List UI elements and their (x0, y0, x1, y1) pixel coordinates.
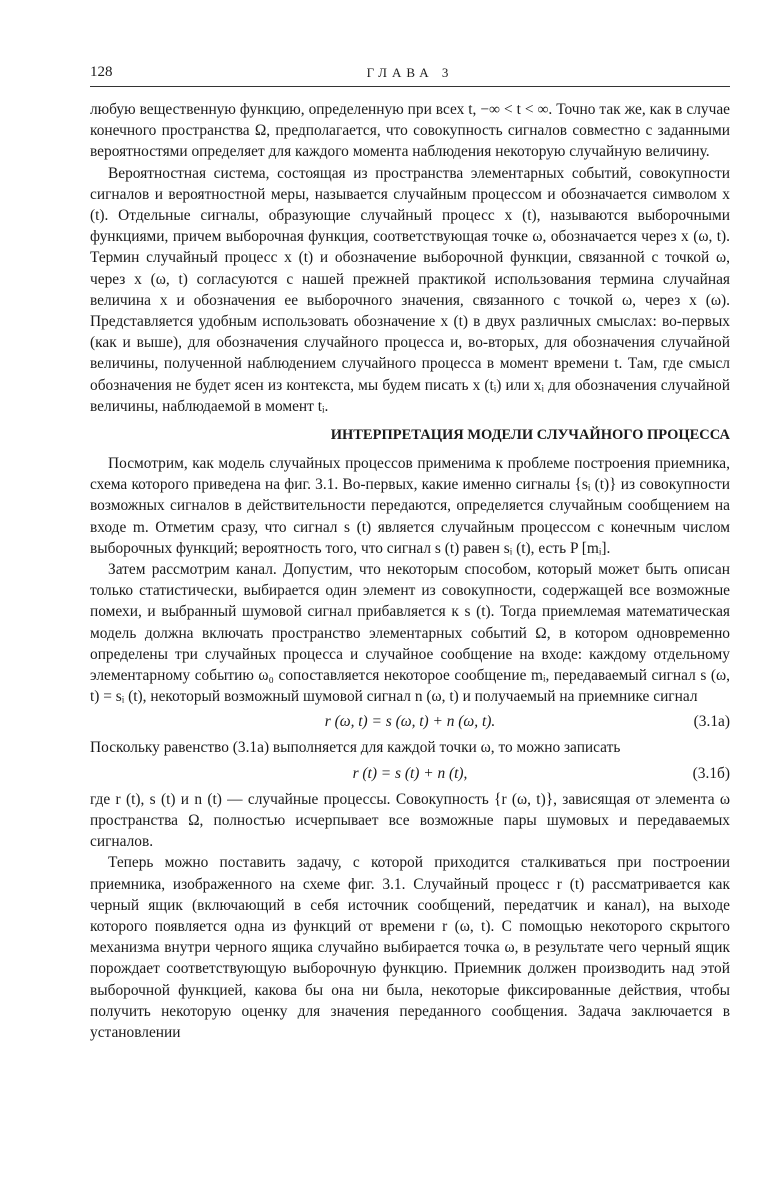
equation-formula: r (t) = s (t) + n (t), (352, 764, 468, 782)
paragraph-4: Затем рассмотрим канал. Допустим, что некоторым способом, который может быть описан только статистически, выбирается один элемент из совокупности, содержащей все возможные помехи, и выбранный шумовой сигнал прибавляется к s (t). Тогда приемлемая математическая модель должна включать пространство элементарных событий Ω, в котором одновременно определены три случайных процесса и случайное сообщение на входе: каждому отдельному элементарному событию ω₀ сопоставляется некоторое сообщение mᵢ, передаваемый сигнал s (ω, t) = sᵢ (t), некоторый возможный шумовой сигнал n (ω, t) и получаемый на приемнике сигнал (90, 561, 730, 706)
book-page (90, 60, 730, 1170)
body-text (90, 99, 730, 1043)
paragraph-3: Посмотрим, как модель случайных процессов применима к проблеме построения приемника, схема которого приведена на фиг. 3.1. Во-первых, какие именно сигналы {sᵢ (t)} из совокупности возможных сигналов в действительности передаются, определяется случайным сообщением на входе m. Отметим сразу, что сигнал s (t) является случайным процессом с конечным числом выборочных функций; вероятность того, что сигнал s (t) равен sᵢ (t), есть P [mᵢ]. (90, 455, 730, 557)
page-number: 128 (90, 64, 113, 80)
paragraph-1: любую вещественную функцию, определенную при всех t, −∞ < t < ∞. Точно так же, как в случае конечного пространства Ω, предполагается, что совокупность сигналов совместно с заданными вероятностями определяет для каждого момента наблюдения некоторую случайную величину. (90, 101, 730, 161)
equation-3-1b (90, 761, 730, 787)
equation-number: (3.1б) (692, 764, 730, 782)
paragraph-7: Теперь можно поставить задачу, с которой приходится сталкиваться при построении приемника, изображенного на схеме фиг. 3.1. Случайный процесс r (t) рассматривается как черный ящик (включающий в себя источник сообщений, передатчик и канал), на выходе которого появляется одна из функций от времени r (ω, t). С помощью некоторого скрытого механизма внутри черного ящика случайно выбирается точка ω, в результате чего черный ящик порождает соответствующую выборочную функцию. Приемник должен производить над этой выборочной функцией, какова бы она ни была, некоторые фиксированные действия, чтобы получить некоторую оценку для значения переданного сообщения. Задача заключается в установлении (90, 854, 730, 1041)
paragraph-5: Поскольку равенство (3.1а) выполняется для каждой точки ω, то можно записать (90, 739, 621, 757)
page-header (90, 60, 730, 87)
equation-number: (3.1а) (693, 713, 730, 731)
paragraph-6: где r (t), s (t) и n (t) — случайные процессы. Совокупность {r (ω, t)}, зависящая от элемента ω пространства Ω, полностью исчерпывает все возможные пары шумовых и передаваемых сигналов. (90, 790, 730, 851)
equation-formula: r (ω, t) = s (ω, t) + n (ω, t). (324, 713, 496, 731)
paragraph-2: Вероятностная система, состоящая из пространства элементарных событий, совокупности сигналов и вероятностной меры, называется случайным процессом и обозначается символом x (t). Отдельные сигналы, образующие случайный процесс x (t), называются выборочными функциями, причем выборочная функция, соответствующая точке ω, обозначается через x (ω, t). Термин случайный процесс x (t) и обозначение выборочной функции, связанной с точкой ω, через x (ω, t) согласуются с нашей прежней практикой использования термина случайная величина x и обозначения ее выборочного значения, связанного с точкой ω, через x (ω). Представляется удобным использовать обозначение x (t) в двух различных смыслах: во-первых (как и выше), для обозначения случайного процесса и, во-вторых, для обозначения случайной величины, полученной наблюдением случайного процесса в момент времени t. Там, где смысл обозначения не будет ясен из контекста, мы будем писать x (tᵢ) или xᵢ для обозначения случайной величины, наблюдаемой в момент tᵢ. (90, 164, 730, 415)
section-title: ИНТЕРПРЕТАЦИЯ МОДЕЛИ СЛУЧАЙНОГО ПРОЦЕССА (330, 427, 730, 444)
running-head: ГЛАВА 3 (366, 65, 454, 80)
equation-3-1a (90, 709, 730, 735)
